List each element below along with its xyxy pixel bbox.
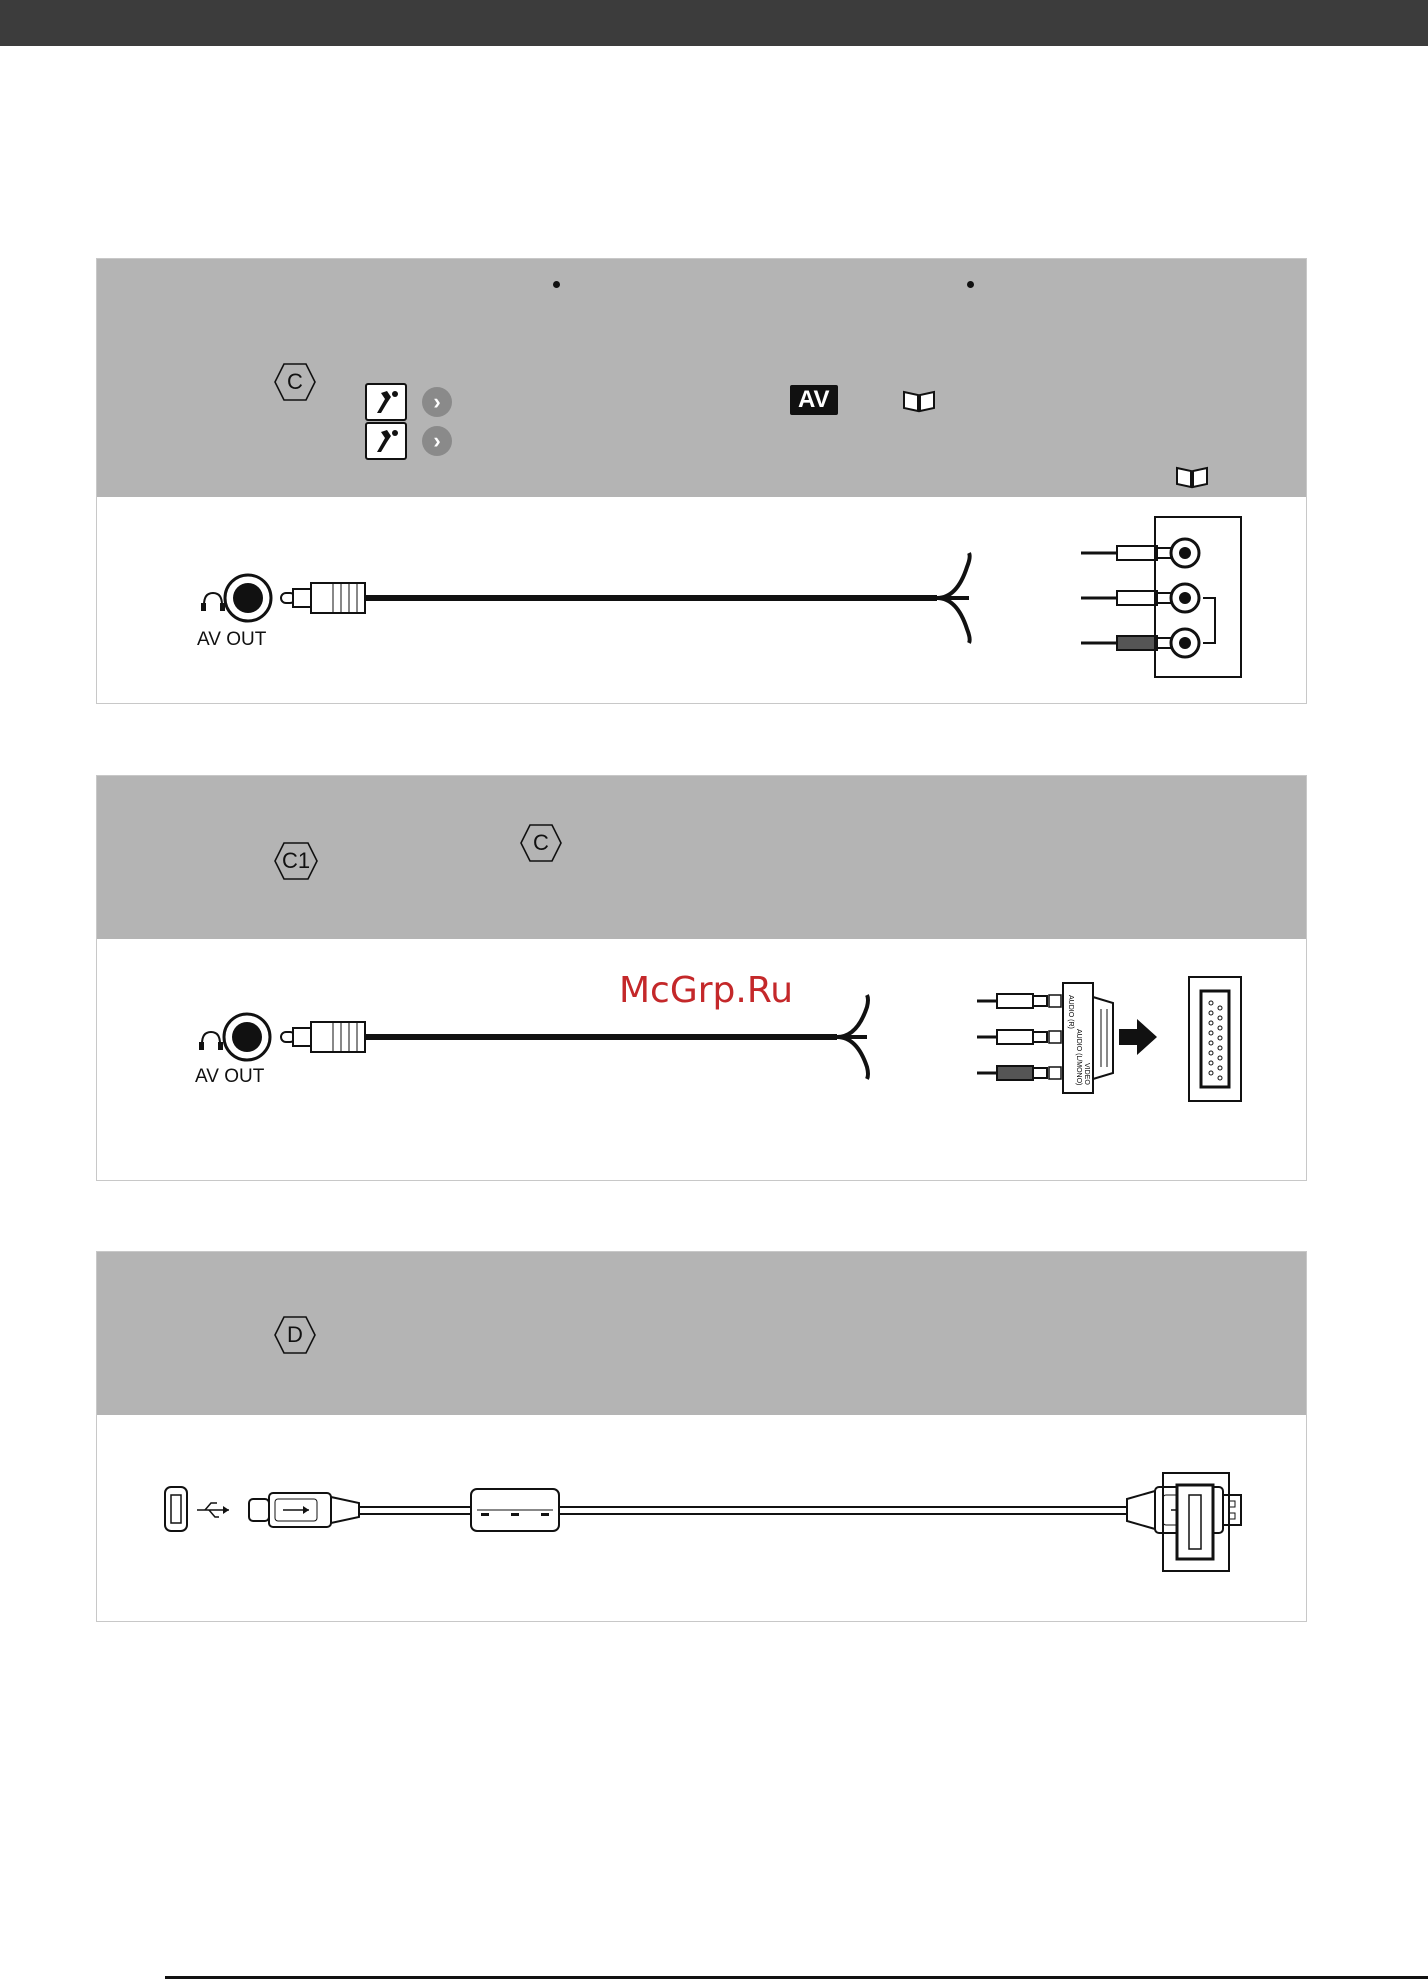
mini-usb-port [165, 1487, 187, 1531]
rca-plugs [1081, 546, 1173, 650]
headphones-icon [199, 1032, 223, 1050]
arrow-right-icon: › [422, 387, 452, 417]
usb-cable-diagram [97, 1415, 1306, 1621]
hex-label: C [287, 369, 303, 394]
wrench-icon [365, 383, 407, 421]
ferrite-core [471, 1489, 559, 1531]
av-out-label: AV OUT [197, 629, 267, 650]
instruction-panel [97, 259, 1306, 497]
instruction-panel [97, 1252, 1306, 1415]
headphones-icon [201, 593, 225, 611]
arrow-right-icon: › [422, 426, 452, 456]
connection-type-hex [274, 842, 318, 880]
connection-section-scart [96, 775, 1307, 1181]
usb-icon [197, 1503, 229, 1517]
scart-cable-diagram [97, 939, 1306, 1179]
header-bar [0, 0, 1428, 46]
instruction-panel [97, 776, 1306, 939]
scart-label-video: VIDEO [1083, 1063, 1090, 1085]
arrow-right-icon [1119, 1019, 1157, 1055]
mini-plug [281, 583, 365, 613]
mini-usb-plug [249, 1493, 359, 1527]
connection-type-hex [274, 363, 316, 401]
book-icon [1175, 465, 1209, 494]
rca-plugs [977, 994, 1047, 1080]
connection-section-av [96, 258, 1307, 704]
footer-rule [165, 1976, 1428, 1979]
connection-type-hex [520, 824, 562, 862]
book-icon [902, 389, 936, 418]
tv-scart-socket [1189, 977, 1241, 1101]
connection-section-usb [96, 1251, 1307, 1622]
scart-adapter [1049, 983, 1113, 1093]
connection-type-hex [274, 1316, 316, 1354]
hex-label: C [533, 830, 549, 855]
av-out-jack [225, 575, 271, 621]
av-cable-diagram [97, 497, 1306, 703]
scart-label-l: AUDIO (L/MONO) [1075, 1029, 1082, 1086]
hex-label: D [287, 1322, 303, 1347]
av-badge: AV [790, 385, 838, 415]
scart-label-r: AUDIO (R) [1067, 995, 1074, 1029]
av-out-jack [224, 1014, 270, 1060]
bullet-mark [553, 281, 560, 288]
wrench-icon [365, 422, 407, 460]
watermark: McGrp.Ru [619, 970, 794, 1011]
hex-label: C1 [281, 848, 311, 873]
bullet-mark [967, 281, 974, 288]
av-out-label: AV OUT [195, 1066, 265, 1087]
mini-plug [281, 1022, 365, 1052]
